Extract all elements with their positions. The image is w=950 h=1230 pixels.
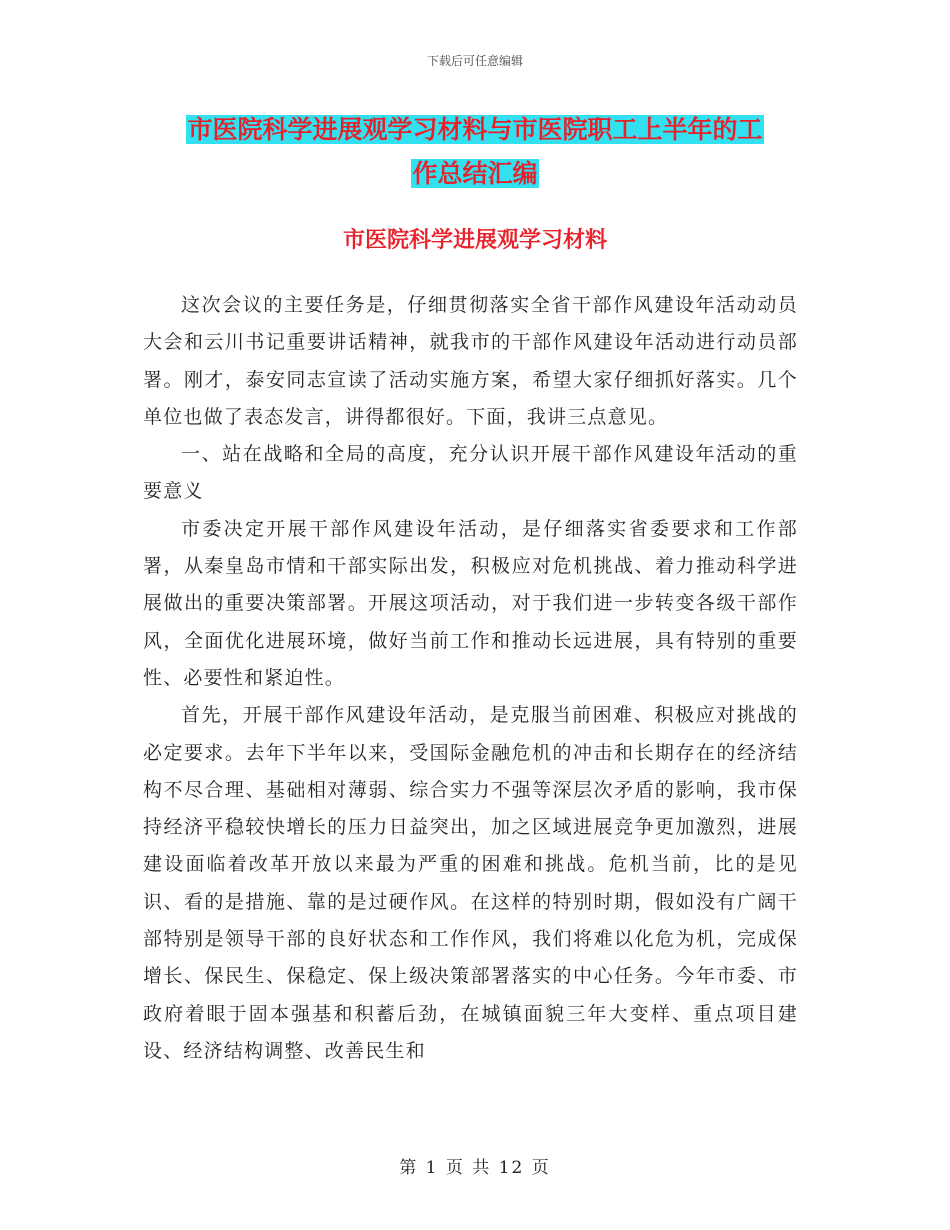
document-body [143, 287, 798, 1070]
paragraph-4: 首先，开展干部作风建设年活动，是克服当前困难、积极应对挑战的必定要求。去年下半年以来，受国际金融危机的冲击和长期存在的经济结构不尽合理、基础相对薄弱、综合实力不强等深层次矛盾的影响，我市保持经济平稳较快增长的压力日益突出，加之区域进展竞争更加激烈，进展建设面临着改革开放以来最为严重的困难和挑战。危机当前，比的是见识、看的是措施、靠的是过硬作风。在这样的特别时期，假如没有广阔干部特别是领导干部的良好状态和工作作风，我们将难以化危为机，完成保增长、保民生、保稳定、保上级决策部署落实的中心任务。今年市委、市政府着眼于固本强基和积蓄后劲，在城镇面貌三年大变样、重点项目建设、经济结构调整、改善民生和 [143, 704, 798, 1062]
page-footer: 第 1 页 共 12 页 [399, 1158, 551, 1178]
paragraph-2-heading: 一、站在战略和全局的高度，充分认识开展干部作风建设年活动的重要意义 [143, 443, 798, 503]
section-title: 市医院科学进展观学习材料 [342, 227, 607, 253]
document-title-line-2-text: 作总结汇编 [412, 159, 538, 188]
header-note: 下载后可任意编辑 [426, 54, 523, 68]
paragraph-1: 这次会议的主要任务是，仔细贯彻落实全省干部作风建设年活动动员大会和云川书记重要讲话精神，就我市的干部作风建设年活动进行动员部署。刚才，泰安同志宣读了活动实施方案，希望大家仔细抓好落实。几个单位也做了表态发言，讲得都很好。下面，我讲三点意见。 [143, 294, 798, 428]
paragraph-3: 市委决定开展干部作风建设年活动，是仔细落实省委要求和工作部署，从秦皇岛市情和干部实际出发，积极应对危机挑战、着力推动科学进展做出的重要决策部署。开展这项活动，对于我们进一步转变各级干部作风，全面优化进展环境，做好当前工作和推动长远进展，具有特别的重要性、必要性和紧迫性。 [143, 517, 798, 689]
document-title-line-1-text: 市医院科学进展观学习材料与市医院职工上半年的工 [187, 115, 763, 144]
document-title-line-2 [140, 157, 810, 191]
document-title-line-1 [140, 113, 810, 147]
